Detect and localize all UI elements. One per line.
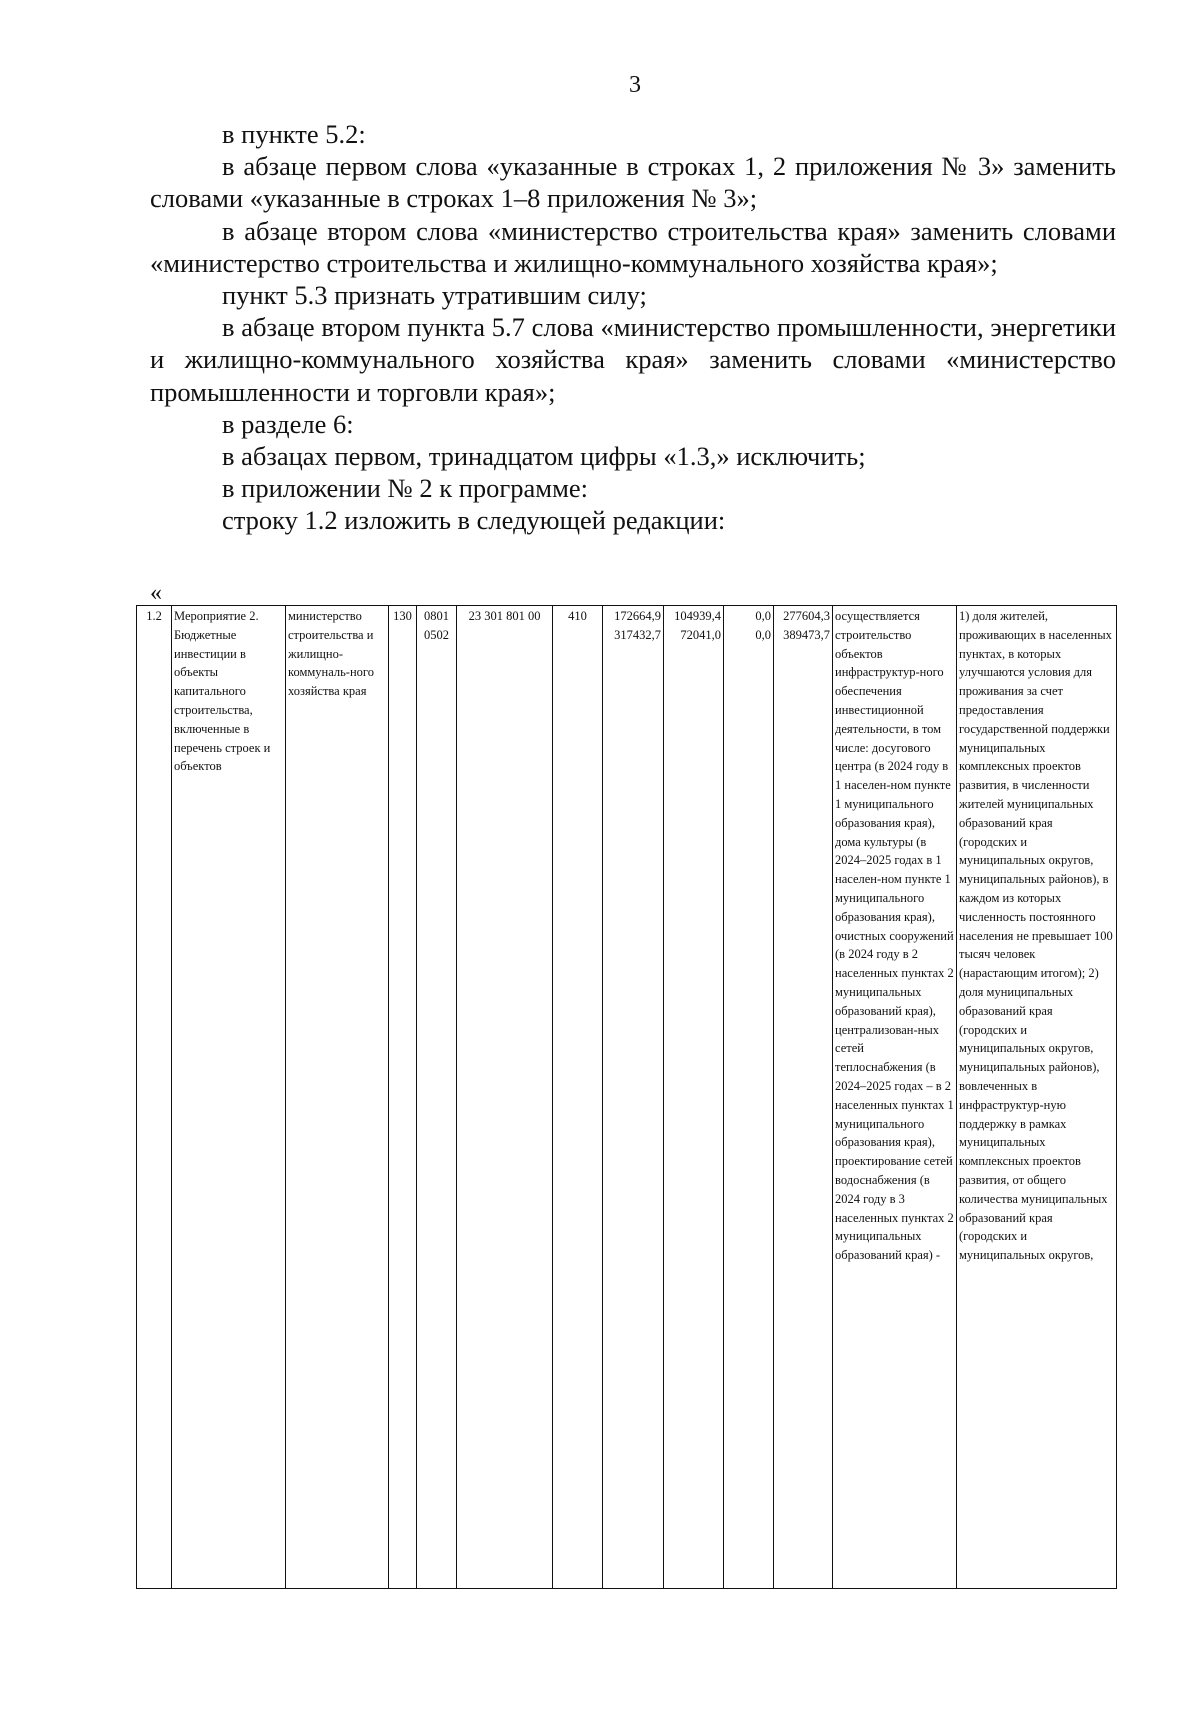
amount: 172664,9 — [614, 609, 661, 623]
vr-code: 410 — [553, 606, 603, 1589]
year2-values — [664, 606, 724, 1589]
paragraph: пункт 5.3 признать утратившим силу; — [222, 280, 647, 311]
paragraph: строку 1.2 изложить в следующей редакции: — [222, 505, 726, 536]
amount: 317432,7 — [614, 627, 661, 642]
paragraph: в приложении № 2 к программе: — [222, 473, 588, 504]
amount: 72041,0 — [680, 627, 721, 642]
year1-values — [603, 606, 664, 1589]
indicators: 1) доля жителей, проживающих в населенных пунктах, в которых улучшаются условия для проживания за счет предоставления государственной поддержки муниципальных комплексных проектов развития, в численности жителей муниципальных образований края (городских и муниципальных округов, муниципальных районов), в каждом из которых численность постоянного населения не превышает 100 тысяч человек (нарастающим итогом); 2) доля муниципальных образований края (городских и муниципальных округов, муниципальных районов), вовлеченных в инфраструктур-ную поддержку в рамках муниципальных комплексных проектов развития, от общего количества муниципальных образований края (городских и муниципальных округов, — [957, 606, 1117, 1589]
year3-values — [724, 606, 774, 1589]
rzpr-codes — [417, 606, 457, 1589]
quote-open-mark: « — [150, 580, 162, 606]
paragraph: в пункте 5.2: — [222, 119, 366, 149]
page-number: 3 — [629, 72, 641, 98]
paragraph: в абзаце первом слова «указанные в строках 1, 2 приложения № 3» заменить словами «указанные в строках 1–8 приложения № 3»; — [150, 151, 1116, 214]
paragraph: в абзаце втором пункта 5.7 слова «министерство промышленности, энергетики и жилищно-коммунального хозяйства края» заменить словами «министерство промышленности и торговли края»; — [150, 312, 1116, 407]
rzpr-code: 0502 — [424, 627, 449, 642]
amount: 104939,4 — [674, 609, 721, 623]
executor: министерство строительства и жилищно-коммуналь-ного хозяйства края — [286, 606, 389, 1589]
grbs-code: 130 — [389, 606, 417, 1589]
amount: 389473,7 — [783, 627, 830, 642]
amount: 0,0 — [755, 627, 771, 642]
expected-result: осуществляется строительство объектов инфраструктур-ного обеспечения инвестиционной деятельности, в том числе: досугового центра (в 2024 году в 1 населен-ном пункте 1 муниципального образования края), дома культуры (в 2024–2025 годах в 1 населен-ном пункте 1 муниципального образования края), очистных сооружений (в 2024 году в 2 населенных пунктах 2 муниципальных образований края), централизован-ных сетей теплоснабжения (в 2024–2025 годах – в 2 населенных пунктах 1 муниципального образования края), проектирование сетей водоснабжения (в 2024 году в 3 населенных пунктах 2 муниципальных образований края) - — [833, 606, 957, 1589]
total-values — [774, 606, 833, 1589]
paragraph: в абзаце втором слова «министерство строительства края» заменить словами «министерство строительства и жилищно-коммунального хозяйства края»; — [150, 215, 1116, 278]
paragraph: в абзацах первом, тринадцатом цифры «1.3,» исключить; — [222, 441, 866, 472]
row-number: 1.2 — [137, 606, 172, 1589]
paragraph: в разделе 6: — [222, 408, 354, 439]
measure-name: Мероприятие 2. Бюджетные инвестиции в объекты капитального строительства, включенные в перечень строек и объектов — [172, 606, 286, 1589]
rzpr-code: 0801 — [424, 609, 449, 623]
amount: 0,0 — [755, 609, 771, 623]
program-table-row-1-2 — [136, 605, 1117, 1589]
amendment-text — [150, 118, 1116, 537]
amount: 277604,3 — [783, 609, 830, 623]
csr-code: 23 301 801 00 — [457, 606, 553, 1589]
